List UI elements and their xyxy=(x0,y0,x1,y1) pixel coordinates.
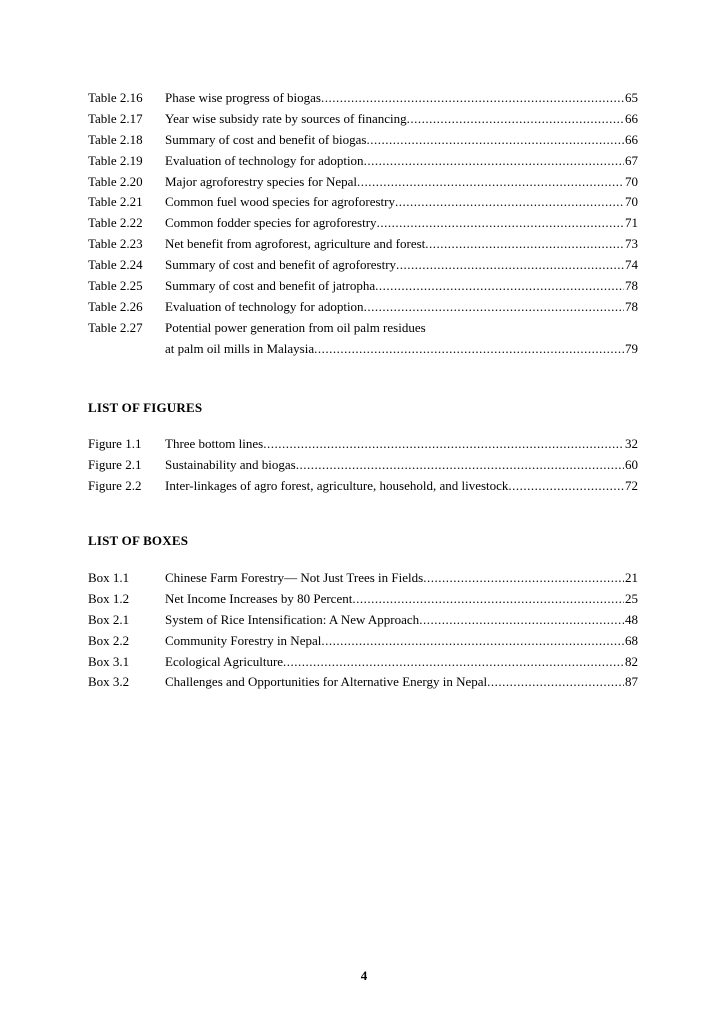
entry-page-number: 78 xyxy=(625,298,638,314)
toc-entry-table-2-16[interactable] xyxy=(88,88,638,109)
entry-label: Table 2.25 xyxy=(88,278,143,294)
entry-title: System of Rice Intensification: A New Approach xyxy=(165,611,420,627)
toc-entry-table-2-18[interactable] xyxy=(88,130,638,151)
entry-title: Evaluation of technology for adoption xyxy=(165,152,364,168)
entry-page-number: 70 xyxy=(625,173,638,189)
entry-page-number: 66 xyxy=(625,131,638,147)
entry-title: Phase wise progress of biogas xyxy=(165,90,321,105)
entry-page-number: 72 xyxy=(625,477,638,493)
toc-entry-box-2-1[interactable] xyxy=(88,610,638,631)
entry-title: Common fodder species for agroforestry xyxy=(165,215,377,231)
dot-leader xyxy=(407,109,624,130)
dot-leader xyxy=(364,151,624,172)
page-number: 4 xyxy=(360,968,368,983)
toc-entry-box-3-2[interactable] xyxy=(88,672,638,693)
entry-page-number: 48 xyxy=(625,611,638,627)
dot-leader xyxy=(375,276,624,297)
entry-title: Net Income Increases by 80 Percent xyxy=(165,590,353,606)
dot-leader xyxy=(377,213,624,234)
entry-page-number: 60 xyxy=(625,456,638,472)
entry-title: Summary of cost and benefit of jatropha xyxy=(165,278,376,294)
entry-page-number: 78 xyxy=(625,278,638,294)
entry-label: Table 2.23 xyxy=(88,236,143,252)
dot-leader xyxy=(487,672,624,693)
list-of-boxes xyxy=(88,568,638,693)
dot-leader xyxy=(314,339,624,360)
entry-label: Table 2.18 xyxy=(88,131,143,147)
entry-label: Box 1.2 xyxy=(88,590,130,606)
entry-label: Box 3.2 xyxy=(88,674,130,690)
dot-leader xyxy=(364,297,624,318)
entry-title: Net benefit from agroforest, agriculture and forest xyxy=(165,236,426,252)
entry-title-line-1: Potential power generation from oil palm residues xyxy=(165,319,426,335)
entry-label: Figure 1.1 xyxy=(88,436,142,451)
entry-page-number: 79 xyxy=(625,340,638,356)
entry-page-number: 67 xyxy=(625,152,638,168)
dot-leader xyxy=(395,192,624,213)
dot-leader xyxy=(419,610,624,631)
entry-label: Table 2.20 xyxy=(88,173,143,189)
dot-leader xyxy=(366,130,624,151)
entry-page-number: 21 xyxy=(625,570,638,585)
entry-title: Community Forestry in Nepal xyxy=(165,632,322,648)
entry-page-number: 68 xyxy=(625,632,638,648)
list-of-figures xyxy=(88,434,638,497)
list-of-boxes-heading: LIST OF BOXES xyxy=(88,533,189,548)
toc-entry-table-2-19[interactable] xyxy=(88,151,638,172)
entry-label: Box 1.1 xyxy=(88,570,130,585)
toc-entry-table-2-23[interactable] xyxy=(88,234,638,255)
dot-leader xyxy=(296,455,624,476)
dot-leader xyxy=(352,589,624,610)
entry-page-number: 25 xyxy=(625,590,638,606)
entry-title: Challenges and Opportunities for Alternative Energy in Nepal xyxy=(165,674,488,690)
toc-entry-table-2-20[interactable] xyxy=(88,172,638,193)
dot-leader xyxy=(357,172,624,193)
toc-entry-table-2-27[interactable] xyxy=(88,318,638,360)
entry-title: Ecological Agriculture xyxy=(165,653,284,669)
dot-leader xyxy=(423,568,624,589)
entry-title-line-2: at palm oil mills in Malaysia xyxy=(165,340,315,356)
entry-page-number: 65 xyxy=(625,90,638,105)
toc-entry-box-1-2[interactable] xyxy=(88,589,638,610)
entry-label: Table 2.21 xyxy=(88,194,143,210)
dot-leader xyxy=(321,88,624,109)
entry-page-number: 74 xyxy=(625,257,638,273)
entry-page-number: 87 xyxy=(625,674,638,690)
toc-entry-box-3-1[interactable] xyxy=(88,652,638,673)
entry-label: Table 2.16 xyxy=(88,90,143,105)
entry-label: Table 2.26 xyxy=(88,298,143,314)
toc-entry-figure-1-1[interactable] xyxy=(88,434,638,455)
entry-title: Chinese Farm Forestry— Not Just Trees in Fields xyxy=(165,570,424,585)
entry-title: Common fuel wood species for agroforestry xyxy=(165,194,395,210)
entry-label: Figure 2.2 xyxy=(88,477,142,493)
toc-entry-table-2-24[interactable] xyxy=(88,255,638,276)
entry-title: Major agroforestry species for Nepal xyxy=(165,173,358,189)
toc-entry-figure-2-1[interactable] xyxy=(88,455,638,476)
entry-title: Inter-linkages of agro forest, agriculture, household, and livestock xyxy=(165,477,509,493)
entry-title: Three bottom lines xyxy=(165,436,264,451)
list-of-figures-heading: LIST OF FIGURES xyxy=(88,400,203,415)
entry-page-number: 82 xyxy=(625,653,638,669)
entry-label: Table 2.19 xyxy=(88,152,143,168)
entry-title: Sustainability and biogas xyxy=(165,456,296,472)
entry-title: Evaluation of technology for adoption xyxy=(165,298,364,314)
entry-page-number: 32 xyxy=(625,436,638,451)
dot-leader xyxy=(425,234,624,255)
entry-page-number: 70 xyxy=(625,194,638,210)
entry-label: Table 2.27 xyxy=(88,319,143,335)
entry-label: Box 3.1 xyxy=(88,653,130,669)
entry-label: Figure 2.1 xyxy=(88,456,142,472)
entry-label: Box 2.1 xyxy=(88,611,130,627)
entry-page-number: 71 xyxy=(625,215,638,231)
dot-leader xyxy=(283,652,624,673)
toc-entry-table-2-25[interactable] xyxy=(88,276,638,297)
dot-leader xyxy=(263,434,624,455)
dot-leader xyxy=(396,255,624,276)
entry-page-number: 73 xyxy=(625,236,638,252)
toc-entry-table-2-17[interactable] xyxy=(88,109,638,130)
toc-entry-figure-2-2[interactable] xyxy=(88,476,638,497)
entry-title: Summary of cost and benefit of biogas xyxy=(165,131,367,147)
entry-label: Table 2.24 xyxy=(88,257,143,273)
toc-entry-box-2-2[interactable] xyxy=(88,631,638,652)
entry-page-number: 66 xyxy=(625,110,638,126)
dot-leader xyxy=(508,476,624,497)
entry-label: Table 2.22 xyxy=(88,215,143,231)
toc-entry-table-2-21[interactable] xyxy=(88,192,638,213)
entry-label: Table 2.17 xyxy=(88,110,143,126)
toc-entry-box-1-1[interactable] xyxy=(88,568,638,589)
toc-entry-table-2-22[interactable] xyxy=(88,213,638,234)
entry-label: Box 2.2 xyxy=(88,632,130,648)
dot-leader xyxy=(321,631,624,652)
entry-title: Year wise subsidy rate by sources of financing xyxy=(165,110,407,126)
entry-title: Summary of cost and benefit of agroforestry xyxy=(165,257,397,273)
list-of-tables xyxy=(88,88,638,360)
toc-entry-table-2-26[interactable] xyxy=(88,297,638,318)
